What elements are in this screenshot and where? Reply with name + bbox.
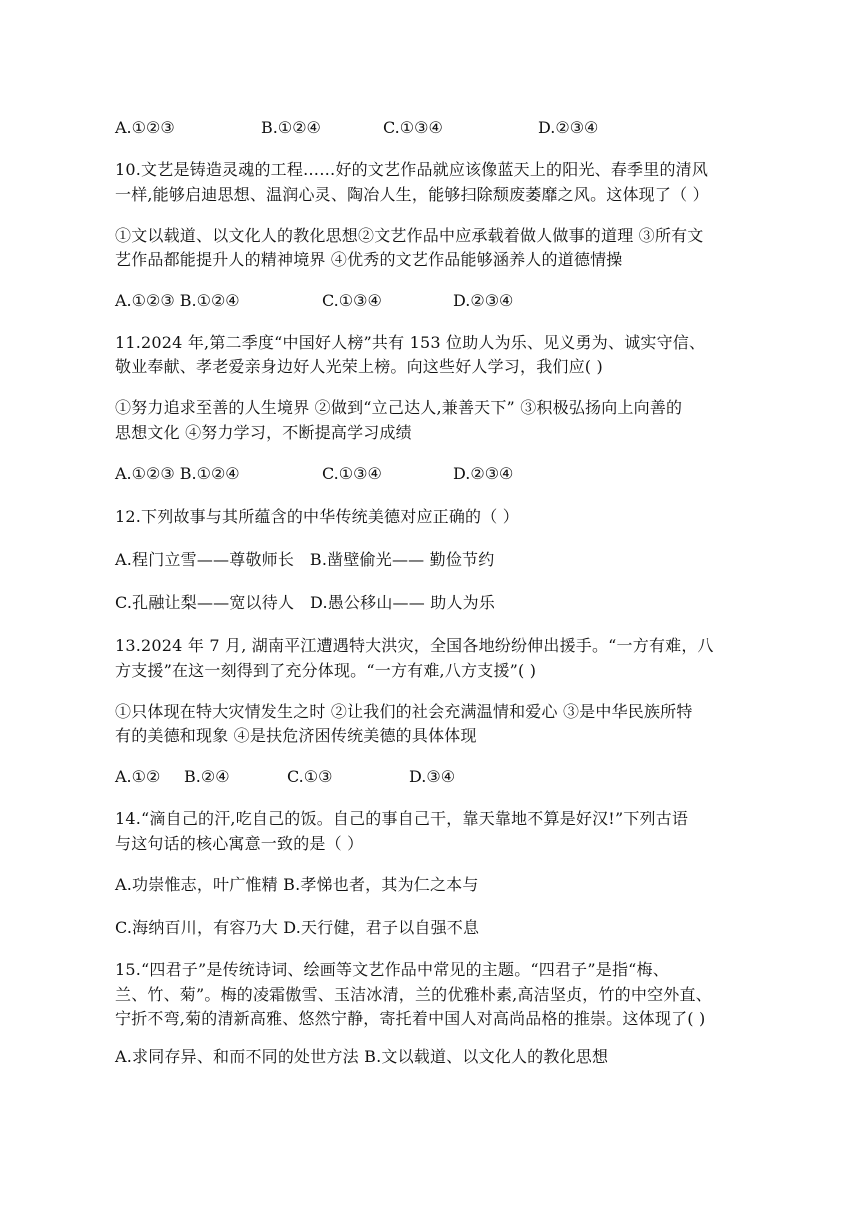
q12-options-row-1[interactable]: A.程门立雪——尊敬师长 B.凿壁偷光—— 勤俭节约 <box>115 550 495 569</box>
q10-stem-line-2: 一样,能够启迪思想、温润心灵、陶冶人生，能够扫除颓废萎靡之风。这体现了（ ） <box>115 185 709 204</box>
q11-option-c[interactable]: C.①③④ <box>322 464 382 483</box>
q13-option-d[interactable]: D.③④ <box>409 767 456 786</box>
q15-stem-line-3: 宁折不弯,菊的清新高雅、悠然宁静，寄托着中国人对高尚品格的推崇。这体现了( ) <box>115 1009 706 1028</box>
q11-statement-line-2: 思想文化 ④努力学习，不断提高学习成绩 <box>115 423 412 442</box>
q10-statement-line-1: ①文以载道、以文化人的教化思想②文艺作品中应承载着做人做事的道理 ③所有文 <box>115 226 704 245</box>
q11-statement-line-1: ①努力追求至善的人生境界 ②做到“立己达人,兼善天下” ③积极弘扬向上向善的 <box>115 398 683 417</box>
q13-option-c[interactable]: C.①③ <box>287 767 333 786</box>
q9-option-d[interactable]: D.②③④ <box>538 118 599 137</box>
q15-options-row-1[interactable]: A.求同存异、和而不同的处世方法 B.文以载道、以文化人的教化思想 <box>115 1047 609 1066</box>
q15-stem-line-1: 15.“四君子”是传统诗词、绘画等文艺作品中常见的主题。“四君子”是指“梅、 <box>115 960 669 979</box>
q11-stem-line-1: 11.2024 年,第二季度“中国好人榜”共有 153 位助人为乐、见义勇为、诚实守信、 <box>115 333 706 352</box>
q14-options-row-2[interactable]: C.海纳百川，有容乃大 D.天行健，君子以自强不息 <box>115 918 480 937</box>
q10-option-c[interactable]: C.①③④ <box>322 291 382 310</box>
q11-option-ab[interactable]: A.①②③ B.①②④ <box>115 464 240 483</box>
q9-option-a[interactable]: A.①②③ <box>115 118 175 137</box>
q13-stem-line-2: 方支援”在这一刻得到了充分体现。“一方有难,八方支援”( ) <box>115 661 537 680</box>
q10-stem-line-1: 10.文艺是铸造灵魂的工程……好的文艺作品就应该像蓝天上的阳光、春季里的清风 <box>115 160 709 179</box>
q9-option-c[interactable]: C.①③④ <box>383 118 443 137</box>
q13-stem-line-1: 13.2024 年 7 月, 湖南平江遭遇特大洪灾，全国各地纷纷伸出援手。“一方有难，八 <box>115 636 714 655</box>
q14-stem-line-1: 14.“滴自己的汗,吃自己的饭。自己的事自己干，靠天靠地不算是好汉!”下列古语 <box>115 809 689 828</box>
q11-option-d[interactable]: D.②③④ <box>453 464 514 483</box>
q14-options-row-1[interactable]: A.功崇惟志，叶广惟精 B.孝悌也者，其为仁之本与 <box>115 875 479 894</box>
q14-stem-line-2: 与这句话的核心寓意一致的是（ ） <box>115 834 364 853</box>
q10-option-ab[interactable]: A.①②③ B.①②④ <box>115 291 240 310</box>
q12-stem-line-1: 12.下列故事与其所蕴含的中华传统美德对应正确的（ ） <box>115 507 519 526</box>
q13-statement-line-2: 有的美德和现象 ④是扶危济困传统美德的具体体现 <box>115 726 477 745</box>
q11-stem-line-2: 敬业奉献、孝老爱亲身边好人光荣上榜。向这些好人学习，我们应( ) <box>115 357 603 376</box>
q9-option-b[interactable]: B.①②④ <box>261 118 321 137</box>
q13-option-a[interactable]: A.①② <box>115 767 161 786</box>
q10-option-d[interactable]: D.②③④ <box>453 291 514 310</box>
q12-options-row-2[interactable]: C.孔融让梨——宽以待人 D.愚公移山—— 助人为乐 <box>115 593 496 612</box>
q10-statement-line-2: 艺作品都能提升人的精神境界 ④优秀的文艺作品能够涵养人的道德情操 <box>115 250 623 269</box>
q15-stem-line-2: 兰、竹、菊”。梅的凌霜傲雪、玉洁冰清，兰的优雅朴素,高洁坚贞，竹的中空外直、 <box>115 985 712 1004</box>
q13-option-b[interactable]: B.②④ <box>184 767 230 786</box>
q13-statement-line-1: ①只体现在特大灾情发生之时 ②让我们的社会充满温情和爱心 ③是中华民族所特 <box>115 702 693 721</box>
